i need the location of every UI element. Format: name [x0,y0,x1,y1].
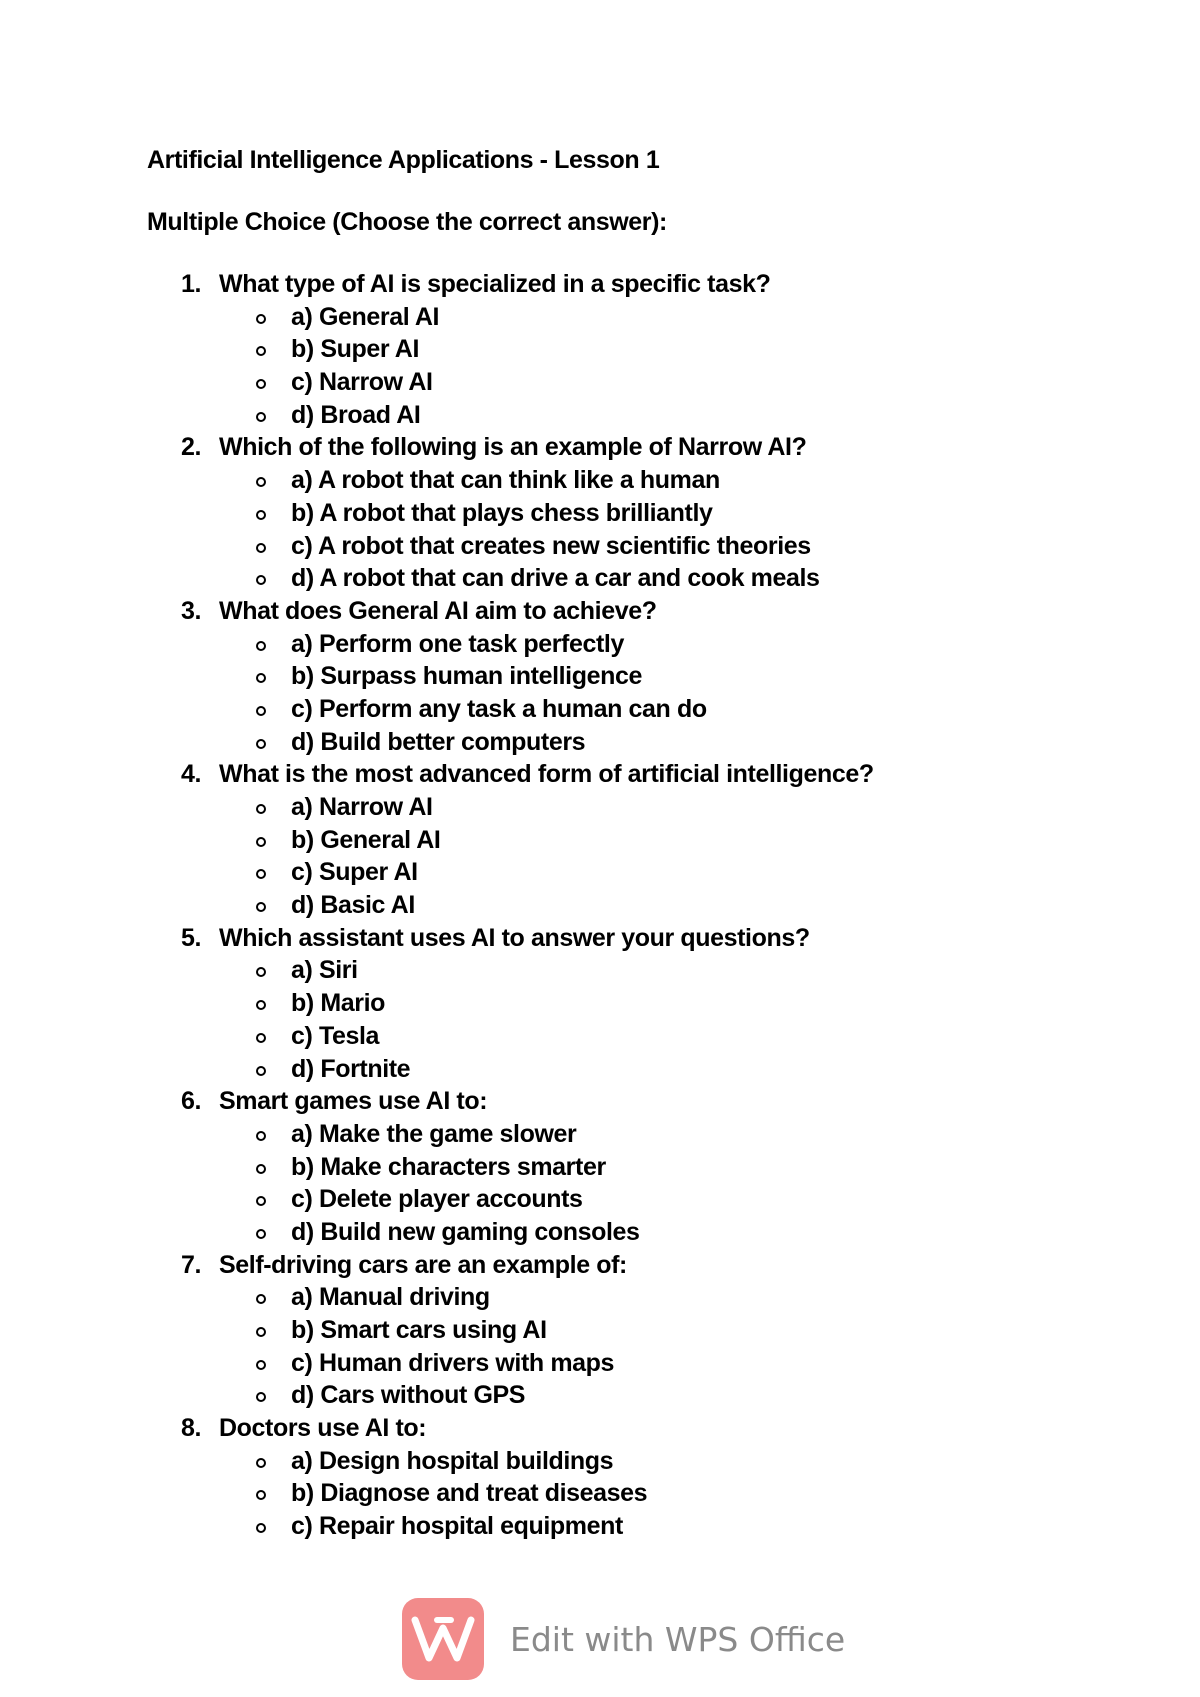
answer-option-text: b) Smart cars using AI [291,1316,547,1344]
answer-option-text: d) Build new gaming consoles [291,1217,640,1246]
question-text: Which of the following is an example of Narrow AI? [219,433,807,462]
circle-bullet-icon [256,967,266,977]
document-title: Artificial Intelligence Applications - Lesson 1 [147,146,660,174]
answer-option-text: b) A robot that plays chess brilliantly [291,498,713,527]
circle-bullet-icon [256,1033,266,1043]
circle-bullet-icon [256,314,266,324]
answer-option-text: a) Make the game slower [291,1119,577,1148]
circle-bullet-icon [256,869,266,879]
circle-bullet-icon [256,1066,266,1076]
answer-option-text: d) Fortnite [291,1054,411,1083]
question-number: 5. [181,923,202,952]
question-number: 4. [181,760,202,789]
answer-option-text: c) Narrow AI [291,368,433,397]
circle-bullet-icon [256,1360,266,1370]
circle-bullet-icon [256,1164,266,1174]
question-text: Smart games use AI to: [219,1087,488,1116]
circle-bullet-icon [256,1327,266,1337]
circle-bullet-icon [256,1131,266,1141]
answer-option-text: c) Human drivers with maps [291,1348,615,1377]
answer-option-text: c) Delete player accounts [291,1185,583,1214]
circle-bullet-icon [256,412,266,422]
wps-watermark-label: Edit with WPS Office [510,1619,846,1659]
circle-bullet-icon [256,346,266,356]
circle-bullet-icon [256,837,266,847]
circle-bullet-icon [256,1392,266,1402]
circle-bullet-icon [256,510,266,520]
answer-option-text: d) Broad AI [291,400,421,429]
question-number: 8. [181,1414,202,1443]
question-number: 7. [181,1250,202,1279]
circle-bullet-icon [256,1458,266,1468]
answer-option-text: a) Siri [291,956,358,985]
answer-option-text: a) Design hospital buildings [291,1446,614,1475]
answer-option-text: c) Repair hospital equipment [291,1512,623,1541]
circle-bullet-icon [256,1000,266,1010]
answer-option-text: a) Perform one task perfectly [291,629,624,658]
circle-bullet-icon [256,1196,266,1206]
circle-bullet-icon [256,477,266,487]
circle-bullet-icon [256,1294,266,1304]
answer-option-text: d) Cars without GPS [291,1381,526,1410]
circle-bullet-icon [256,902,266,912]
answer-option-text: a) General AI [291,302,440,331]
wps-logo-icon [402,1598,484,1680]
question-number: 3. [181,596,202,625]
circle-bullet-icon [256,1229,266,1239]
question-text: Which assistant uses AI to answer your questions? [219,923,810,952]
wps-watermark[interactable] [402,1598,845,1680]
answer-option-text: c) Perform any task a human can do [291,694,707,723]
answer-option-text: b) Diagnose and treat diseases [291,1479,648,1508]
question-text: Self-driving cars are an example of: [219,1250,627,1279]
answer-option-text: b) General AI [291,825,441,854]
question-number: 2. [181,433,202,462]
circle-bullet-icon [256,641,266,651]
question-number: 1. [181,270,202,298]
circle-bullet-icon [256,1490,266,1500]
circle-bullet-icon [256,804,266,814]
circle-bullet-icon [256,575,266,585]
question-text: What does General AI aim to achieve? [219,596,657,625]
circle-bullet-icon [256,1523,266,1533]
answer-option-text: d) Basic AI [291,891,415,920]
answer-option-text: b) Make characters smarter [291,1152,606,1181]
answer-option-text: a) Narrow AI [291,793,433,821]
answer-option-text: b) Surpass human intelligence [291,662,642,691]
circle-bullet-icon [256,739,266,749]
answer-option-text: d) A robot that can drive a car and cook meals [291,564,820,593]
answer-option-text: b) Super AI [291,335,420,364]
answer-option-text: a) A robot that can think like a human [291,466,720,495]
question-text: What type of AI is specialized in a specific task? [219,270,771,298]
answer-option-text: b) Mario [291,989,386,1018]
answer-option-text: c) A robot that creates new scientific theories [291,531,811,560]
section-heading: Multiple Choice (Choose the correct answer): [147,208,667,236]
question-number: 6. [181,1087,202,1116]
circle-bullet-icon [256,543,266,553]
answer-option-text: c) Tesla [291,1021,380,1050]
answer-option-text: c) Super AI [291,858,418,887]
answer-option-text: a) Manual driving [291,1283,490,1312]
answer-option-text: d) Build better computers [291,727,586,756]
question-text: Doctors use AI to: [219,1414,427,1443]
question-text: What is the most advanced form of artificial intelligence? [219,760,874,789]
circle-bullet-icon [256,673,266,683]
circle-bullet-icon [256,379,266,389]
circle-bullet-icon [256,706,266,716]
